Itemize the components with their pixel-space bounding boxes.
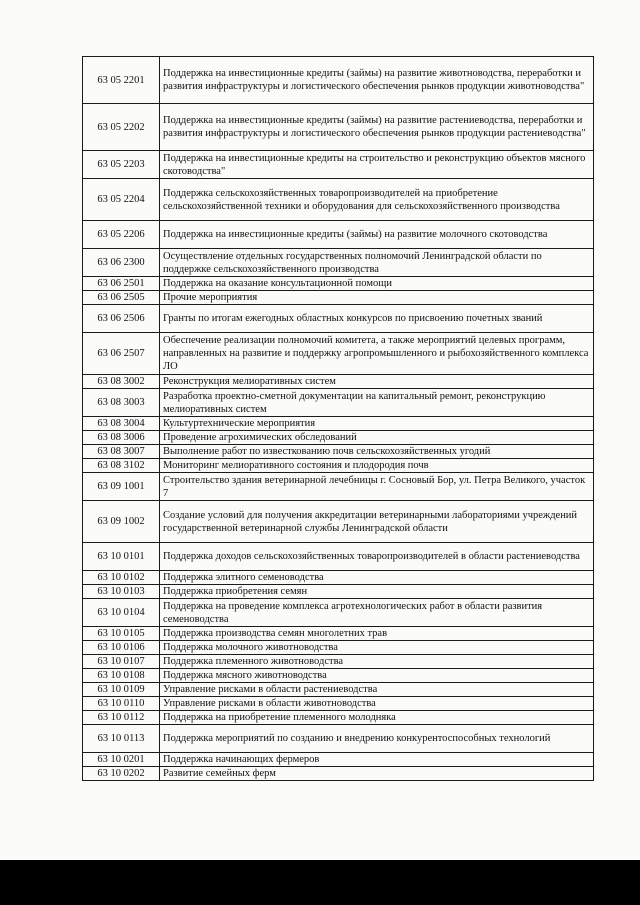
row-code: 63 10 0103 (83, 585, 160, 599)
row-code: 63 08 3007 (83, 445, 160, 459)
row-code: 63 08 3002 (83, 375, 160, 389)
row-description: Обеспечение реализации полномочий комитета, а также мероприятий целевых программ, направленных на развитие и поддержку агропромышленного и рыбохозяйственного комплекса ЛО (160, 333, 594, 375)
row-description: Поддержка на инвестиционные кредиты (займы) на развитие растениеводства, переработки и развития инфраструктуры и логистического обеспечения рынков продукции растениеводства" (160, 104, 594, 151)
row-description: Поддержка производства семян многолетних трав (160, 627, 594, 641)
row-description: Поддержка элитного семеноводства (160, 571, 594, 585)
table-row (83, 641, 594, 655)
row-description: Развитие семейных ферм (160, 767, 594, 781)
row-description: Реконструкция мелиоративных систем (160, 375, 594, 389)
table-row (83, 655, 594, 669)
table-row (83, 459, 594, 473)
row-description: Осуществление отдельных государственных полномочий Ленинградской области по поддержке сельскохозяйственного производства (160, 249, 594, 277)
table-row (83, 543, 594, 571)
row-code: 63 05 2203 (83, 151, 160, 179)
table-row (83, 585, 594, 599)
table-row (83, 697, 594, 711)
table-row (83, 221, 594, 249)
table-row (83, 151, 594, 179)
row-description: Поддержка племенного животноводства (160, 655, 594, 669)
row-description: Управление рисками в области растениеводства (160, 683, 594, 697)
table-row (83, 375, 594, 389)
table-row (83, 599, 594, 627)
row-code: 63 08 3006 (83, 431, 160, 445)
row-code: 63 08 3003 (83, 389, 160, 417)
row-description: Прочие мероприятия (160, 291, 594, 305)
table-row (83, 333, 594, 375)
row-code: 63 10 0102 (83, 571, 160, 585)
row-code: 63 08 3102 (83, 459, 160, 473)
table-row (83, 473, 594, 501)
row-code: 63 10 0109 (83, 683, 160, 697)
row-code: 63 05 2202 (83, 104, 160, 151)
row-description: Поддержка начинающих фермеров (160, 753, 594, 767)
row-code: 63 05 2206 (83, 221, 160, 249)
row-description: Строительство здания ветеринарной лечебницы г. Сосновый Бор, ул. Петра Великого, участок 7 (160, 473, 594, 501)
row-description: Поддержка сельскохозяйственных товаропроизводителей на приобретение сельскохозяйственной техники и оборудования для сельскохозяйственного производства (160, 179, 594, 221)
table-row (83, 501, 594, 543)
row-code: 63 09 1002 (83, 501, 160, 543)
row-code: 63 06 2506 (83, 305, 160, 333)
table-row (83, 767, 594, 781)
budget-code-table (82, 56, 594, 781)
row-code: 63 10 0101 (83, 543, 160, 571)
table-row (83, 445, 594, 459)
row-code: 63 05 2201 (83, 57, 160, 104)
row-description: Культуртехнические мероприятия (160, 417, 594, 431)
row-code: 63 10 0201 (83, 753, 160, 767)
row-code: 63 10 0110 (83, 697, 160, 711)
row-code: 63 05 2204 (83, 179, 160, 221)
table-row (83, 249, 594, 277)
row-description: Поддержка на инвестиционные кредиты на строительство и реконструкцию объектов мясного скотоводства" (160, 151, 594, 179)
table-row (83, 753, 594, 767)
row-description: Гранты по итогам ежегодных областных конкурсов по присвоению почетных званий (160, 305, 594, 333)
table-row (83, 431, 594, 445)
row-description: Проведение агрохимических обследований (160, 431, 594, 445)
row-code: 63 10 0108 (83, 669, 160, 683)
table-row (83, 277, 594, 291)
row-description: Поддержка на инвестиционные кредиты (займы) на развитие животноводства, переработки и развития инфраструктуры и логистического обеспечения рынков продукции животноводства" (160, 57, 594, 104)
row-code: 63 10 0104 (83, 599, 160, 627)
row-code: 63 10 0107 (83, 655, 160, 669)
table-row (83, 291, 594, 305)
row-code: 63 10 0106 (83, 641, 160, 655)
scan-bottom-border (0, 860, 640, 905)
row-code: 63 10 0112 (83, 711, 160, 725)
table-row (83, 179, 594, 221)
row-code: 63 06 2300 (83, 249, 160, 277)
row-description: Поддержка на приобретение племенного молодняка (160, 711, 594, 725)
row-code: 63 10 0113 (83, 725, 160, 753)
table-body (83, 57, 594, 781)
table-row (83, 305, 594, 333)
row-code: 63 06 2501 (83, 277, 160, 291)
row-code: 63 10 0105 (83, 627, 160, 641)
row-description: Выполнение работ по известкованию почв сельскохозяйственных угодий (160, 445, 594, 459)
row-code: 63 06 2505 (83, 291, 160, 305)
row-description: Поддержка доходов сельскохозяйственных товаропроизводителей в области растениеводства (160, 543, 594, 571)
row-code: 63 10 0202 (83, 767, 160, 781)
row-description: Поддержка на оказание консультационной помощи (160, 277, 594, 291)
row-description: Разработка проектно-сметной документации на капитальный ремонт, реконструкцию мелиоративных систем (160, 389, 594, 417)
table-row (83, 417, 594, 431)
row-code: 63 08 3004 (83, 417, 160, 431)
row-description: Поддержка приобретения семян (160, 585, 594, 599)
table-row (83, 683, 594, 697)
table-row (83, 725, 594, 753)
row-description: Поддержка молочного животноводства (160, 641, 594, 655)
table-row (83, 571, 594, 585)
row-description: Поддержка мясного животноводства (160, 669, 594, 683)
table-row (83, 389, 594, 417)
table-row (83, 57, 594, 104)
row-description: Поддержка на проведение комплекса агротехнологических работ в области развития семеноводства (160, 599, 594, 627)
row-description: Управление рисками в области животноводства (160, 697, 594, 711)
row-description: Поддержка мероприятий по созданию и внедрению конкурентоспособных технологий (160, 725, 594, 753)
row-code: 63 06 2507 (83, 333, 160, 375)
table-row (83, 669, 594, 683)
table-row (83, 627, 594, 641)
row-code: 63 09 1001 (83, 473, 160, 501)
row-description: Создание условий для получения аккредитации ветеринарными лабораториями учреждений государственной ветеринарной службы Ленинградской области (160, 501, 594, 543)
row-description: Мониторинг мелиоративного состояния и плодородия почв (160, 459, 594, 473)
row-description: Поддержка на инвестиционные кредиты (займы) на развитие молочного скотоводства (160, 221, 594, 249)
table-row (83, 104, 594, 151)
table-row (83, 711, 594, 725)
